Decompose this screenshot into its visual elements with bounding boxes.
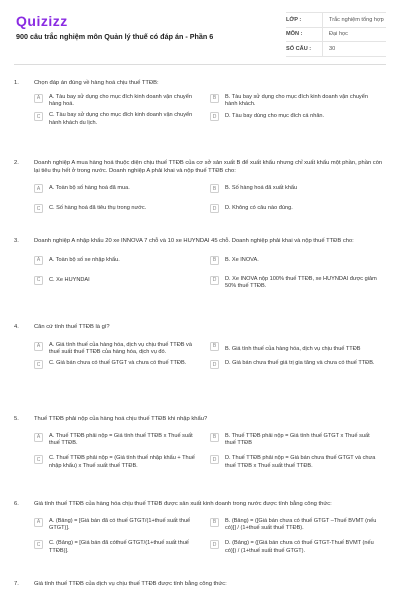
question-number: 2. (14, 160, 19, 166)
option-c[interactable] (34, 112, 210, 127)
option-text: D. Không có câu nào đúng. (225, 205, 293, 212)
answer-options (14, 433, 386, 475)
option-d[interactable] (210, 360, 386, 369)
meta-row-subject (286, 28, 386, 43)
question-text: Căn cứ tính thuế TTĐB là gì? (34, 324, 110, 330)
option-d[interactable] (210, 112, 386, 127)
option-c[interactable] (34, 540, 210, 555)
option-letter-box: A (34, 94, 43, 103)
option-text: D. Xe INOVA nộp 100% thuế TTĐB, xe HUYNDAI được giảm 50% thuế TTĐB. (225, 275, 377, 289)
question-number: 1. (14, 80, 19, 86)
question-number: 4. (14, 324, 19, 330)
option-letter-box: D (210, 540, 219, 549)
option-letter-box: C (34, 360, 43, 369)
option-text: A. Giá tính thuế của hàng hóa, dịch vụ chịu thuế TTĐB và thuế suất thuế TTĐB của hàng hóa, dịch vụ đó. (49, 341, 192, 355)
option-text: A. Thuế TTĐB phải nộp = Giá tính thuế TTĐB x Thuế suất thuế TTĐB. (49, 432, 193, 446)
answer-options (14, 518, 386, 560)
option-text: D. Thuế TTĐB phải nộp = Giá bán chưa thuế GTGT và chưa thuế TTĐB x Thuế suất thuế TTĐB. (225, 455, 376, 469)
option-letter-box: B (210, 433, 219, 442)
option-c[interactable] (34, 455, 210, 470)
option-letter-box: B (210, 256, 219, 265)
option-letter-box: D (210, 276, 219, 285)
option-text: D. Tàu bay dùng cho mục đích cá nhân. (225, 113, 325, 120)
option-letter-box: B (210, 342, 219, 351)
option-a[interactable] (34, 433, 210, 448)
option-text: C. Tàu bay sử dụng cho mục đích kinh doanh vận chuyển hành khách du lịch. (49, 112, 193, 126)
meta-row-count (286, 42, 386, 57)
option-text: B. Thuế TTĐB phải nộp = Giá tính thuế GTGT x Thuế suất thuế TTĐB (225, 432, 370, 446)
option-letter-box: D (210, 204, 219, 213)
option-text: A. Tàu bay sử dụng cho mục đích kinh doanh vận chuyển hàng hoá. (49, 93, 192, 107)
meta-label: LỚP : (286, 16, 302, 23)
option-letter-box: A (34, 518, 43, 527)
question-6 (14, 501, 386, 559)
answer-options (14, 256, 386, 295)
option-text: A. (Bảng) = [Giá bán đã có thuế GTGT/(1+thuế suất thuế GTGT)]. (49, 517, 191, 531)
option-letter-box: C (34, 112, 43, 121)
option-b[interactable] (210, 256, 386, 265)
question-text: Doanh nghiệp A nhập khẩu 20 xe INNOVA 7 chỗ và 10 xe HUYNDAI 45 chỗ. Doanh nghiệp phải khai và nộp thuế TTĐB cho: (34, 238, 354, 244)
question-text: Doanh nghiệp A mua hàng hoá thuộc diện chịu thuế TTĐB của cơ sở sản xuất B để xuất khẩu nhưng chỉ xuất khẩu một phần, phần còn lại tiêu thụ hết ở trong nước. Doanh nghiệp A phải khai và nộp thuế TTĐB cho: (34, 160, 383, 174)
question-number: 3. (14, 238, 19, 244)
question-1 (14, 80, 386, 131)
option-d[interactable] (210, 204, 386, 213)
option-d[interactable] (210, 455, 386, 470)
option-letter-box: A (34, 433, 43, 442)
option-text: C. (Bảng) = [Giá bán đã cóthuế GTGT/(1+thuế suất thuế TTĐB)]. (49, 540, 189, 554)
option-text: B. Số hàng hoá đã xuất khẩu (225, 185, 298, 192)
option-letter-box: C (34, 540, 43, 549)
option-letter-box: D (210, 360, 219, 369)
option-b[interactable] (210, 184, 386, 193)
option-a[interactable] (34, 518, 210, 533)
option-letter-box: C (34, 455, 43, 464)
question-text: Thuế TTĐB phải nộp của hàng hoá chịu thuế TTĐB khi nhập khẩu? (34, 416, 208, 422)
header-divider (14, 64, 386, 65)
option-text: A. Toàn bộ số xe nhập khẩu. (49, 256, 120, 263)
option-letter-box: A (34, 342, 43, 351)
question-text: Chọn đáp án đúng về hàng hoá chịu thuế TTĐB: (34, 80, 159, 86)
meta-value: 30 (322, 42, 386, 56)
option-d[interactable] (210, 276, 386, 291)
option-text: C. Xe HUYNDAI (49, 276, 90, 283)
meta-value: Trắc nghiệm tổng hợp (322, 13, 386, 27)
option-letter-box: A (34, 256, 43, 265)
question-number: 5. (14, 416, 19, 422)
question-text: Giá tính thuế TTĐB của hàng hóa chịu thuế TTĐB được sản xuất kinh doanh trong nước được tính bằng công thức: (34, 501, 332, 507)
option-text: B. Xe INOVA. (225, 256, 259, 263)
option-letter-box: A (34, 184, 43, 193)
page-title: 900 câu trắc nghiệm môn Quản lý thuế có đáp án - Phần 6 (16, 32, 214, 41)
option-text: D. Giá bán chưa thuế giá trị gia tăng và chưa có thuế TTĐB. (225, 360, 375, 367)
option-b[interactable] (210, 433, 386, 448)
option-a[interactable] (34, 94, 210, 109)
option-d[interactable] (210, 540, 386, 555)
option-c[interactable] (34, 360, 210, 369)
question-4 (14, 324, 386, 373)
option-letter-box: B (210, 184, 219, 193)
meta-value: Đại học (322, 28, 386, 42)
option-b[interactable] (210, 342, 386, 357)
option-letter-box: D (210, 455, 219, 464)
option-a[interactable] (34, 256, 210, 265)
option-text: B. Giá tính thuế của hàng hóa, dịch vụ chịu thuế TTĐB (225, 345, 361, 352)
option-letter-box: B (210, 518, 219, 527)
option-b[interactable] (210, 518, 386, 533)
option-text: C. Giá bán chưa có thuế GTGT và chưa có thuế TTĐB. (49, 360, 187, 367)
question-5 (14, 416, 386, 474)
option-c[interactable] (34, 276, 210, 291)
question-7 (14, 581, 386, 589)
meta-row-class (286, 13, 386, 28)
option-text: C. Số hàng hoá đã tiêu thụ trong nước. (49, 205, 147, 212)
question-text: Giá tính thuế TTĐB của dịch vụ chịu thuế TTĐB được tính bằng công thức: (34, 581, 227, 587)
option-a[interactable] (34, 342, 210, 357)
question-2 (14, 160, 386, 217)
meta-table (286, 12, 386, 57)
option-letter-box: D (210, 112, 219, 121)
answer-options (14, 94, 386, 132)
question-number: 7. (14, 581, 19, 587)
option-text: C. Thuế TTĐB phải nộp = (Giá tính thuế nhập khẩu + Thuế nhập khẩu) x Thuế suất thuế TTĐB. (49, 455, 195, 469)
option-b[interactable] (210, 94, 386, 109)
meta-label: SỐ CÂU : (286, 45, 312, 52)
option-letter-box: B (210, 94, 219, 103)
answer-options (14, 342, 386, 374)
quizizz-logo: Quizizz (16, 13, 68, 29)
option-text: A. Toàn bộ số hàng hoá đã mua. (49, 185, 130, 192)
question-number: 6. (14, 501, 19, 507)
option-c[interactable] (34, 204, 210, 213)
question-3 (14, 238, 386, 294)
option-text: B. (Bảng) = ([Giá bán chưa có thuế GTGT –Thuế BVMT (nếu có)]] / (1+thuế suất thuế TTĐB). (225, 517, 377, 531)
meta-label: MÔN : (286, 31, 303, 38)
option-text: B. Tàu bay sử dụng cho mục đích kinh doanh vận chuyển hành khách. (225, 93, 368, 107)
option-letter-box: C (34, 276, 43, 285)
option-text: D. (Bảng) = ([Giá bán chưa có thuế GTGT-Thuế BVMT (nếu có)]) / (1+thuế suất thuế GTGT). (225, 540, 374, 554)
option-a[interactable] (34, 184, 210, 193)
answer-options (14, 184, 386, 217)
option-letter-box: C (34, 204, 43, 213)
